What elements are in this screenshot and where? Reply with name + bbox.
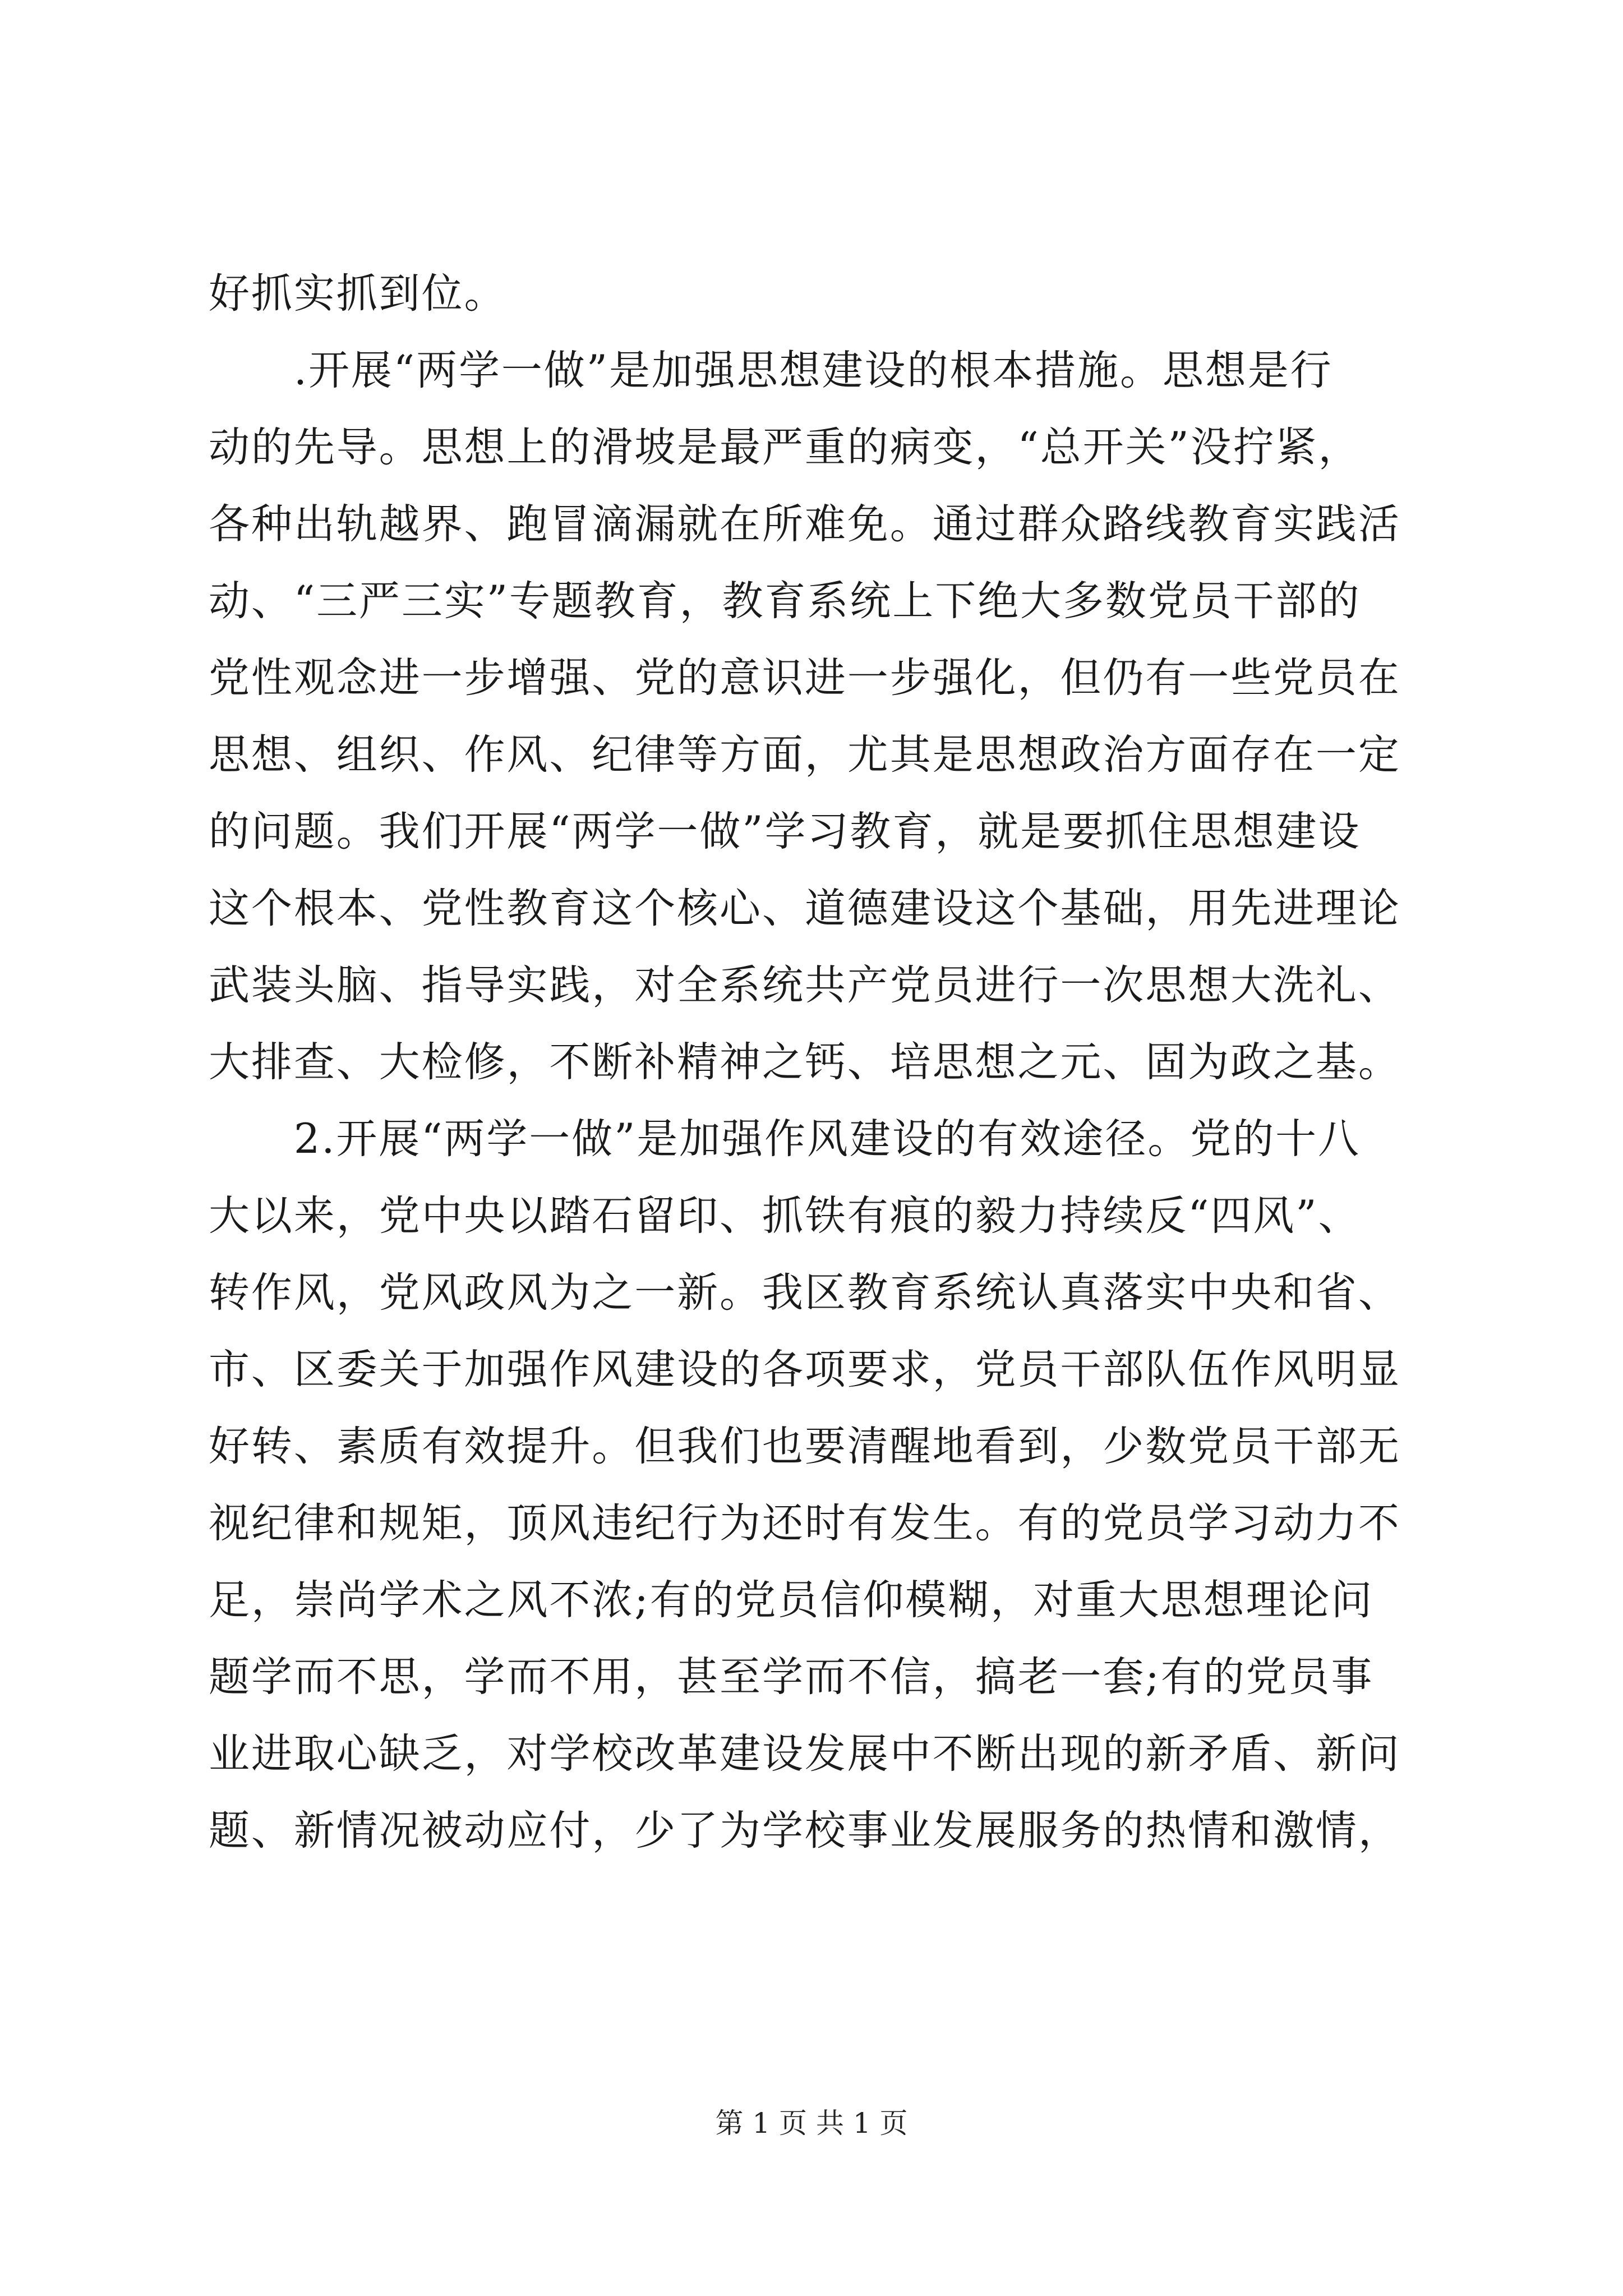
text-line: 2.开展“两学一做”是加强作风建设的有效途径。党的十八 — [209, 1115, 1361, 1163]
text-line: 足，崇尚学术之风不浓;有的党员信仰模糊，对重大思想理论问 — [209, 1576, 1374, 1624]
text-line: 题学而不思，学而不用，甚至学而不信，搞老一套;有的党员事 — [209, 1653, 1374, 1701]
text-line: .开展“两学一做”是加强思想建设的根本措施。思想是行 — [209, 347, 1333, 394]
text-line: 转作风，党风政风为之一新。我区教育系统认真落实中央和省、 — [209, 1269, 1401, 1317]
text-line: 武装头脑、指导实践，对全系统共产党员进行一次思想大洗礼、 — [209, 961, 1401, 1009]
text-line: 动、“三严三实”专题教育，教育系统上下绝大多数党员干部的 — [209, 577, 1361, 625]
text-line: 好转、素质有效提升。但我们也要清醒地看到，少数党员干部无 — [209, 1423, 1401, 1470]
text-line: 好抓实抓到位。 — [209, 270, 507, 318]
document-body — [209, 255, 1409, 1869]
text-line: 的问题。我们开展“两学一做”学习教育，就是要抓住思想建设 — [209, 808, 1361, 855]
text-line: 各种出轨越界、跑冒滴漏就在所难免。通过群众路线教育实践活 — [209, 500, 1401, 548]
text-line: 思想、组织、作风、纪律等方面，尤其是思想政治方面存在一定 — [209, 731, 1401, 779]
page-footer: 第 1 页 共 1 页 — [715, 2107, 908, 2139]
text-line: 业进取心缺乏，对学校改革建设发展中不断出现的新矛盾、新问 — [209, 1730, 1401, 1778]
text-line: 市、区委关于加强作风建设的各项要求，党员干部队伍作风明显 — [209, 1346, 1401, 1393]
text-line: 动的先导。思想上的滑坡是最严重的病变，“总开关”没拧紧， — [209, 424, 1361, 471]
text-line: 党性观念进一步增强、党的意识进一步强化，但仍有一些党员在 — [209, 654, 1401, 702]
text-line: 大排查、大检修，不断补精神之钙、培思想之元、固为政之基。 — [209, 1038, 1401, 1086]
text-line: 题、新情况被动应付，少了为学校事业发展服务的热情和激情， — [209, 1807, 1401, 1855]
text-line: 视纪律和规矩，顶风违纪行为还时有发生。有的党员学习动力不 — [209, 1499, 1401, 1547]
text-line: 这个根本、党性教育这个核心、道德建设这个基础，用先进理论 — [209, 885, 1401, 932]
text-line: 大以来，党中央以踏石留印、抓铁有痕的毅力持续反“四风”、 — [209, 1192, 1361, 1240]
